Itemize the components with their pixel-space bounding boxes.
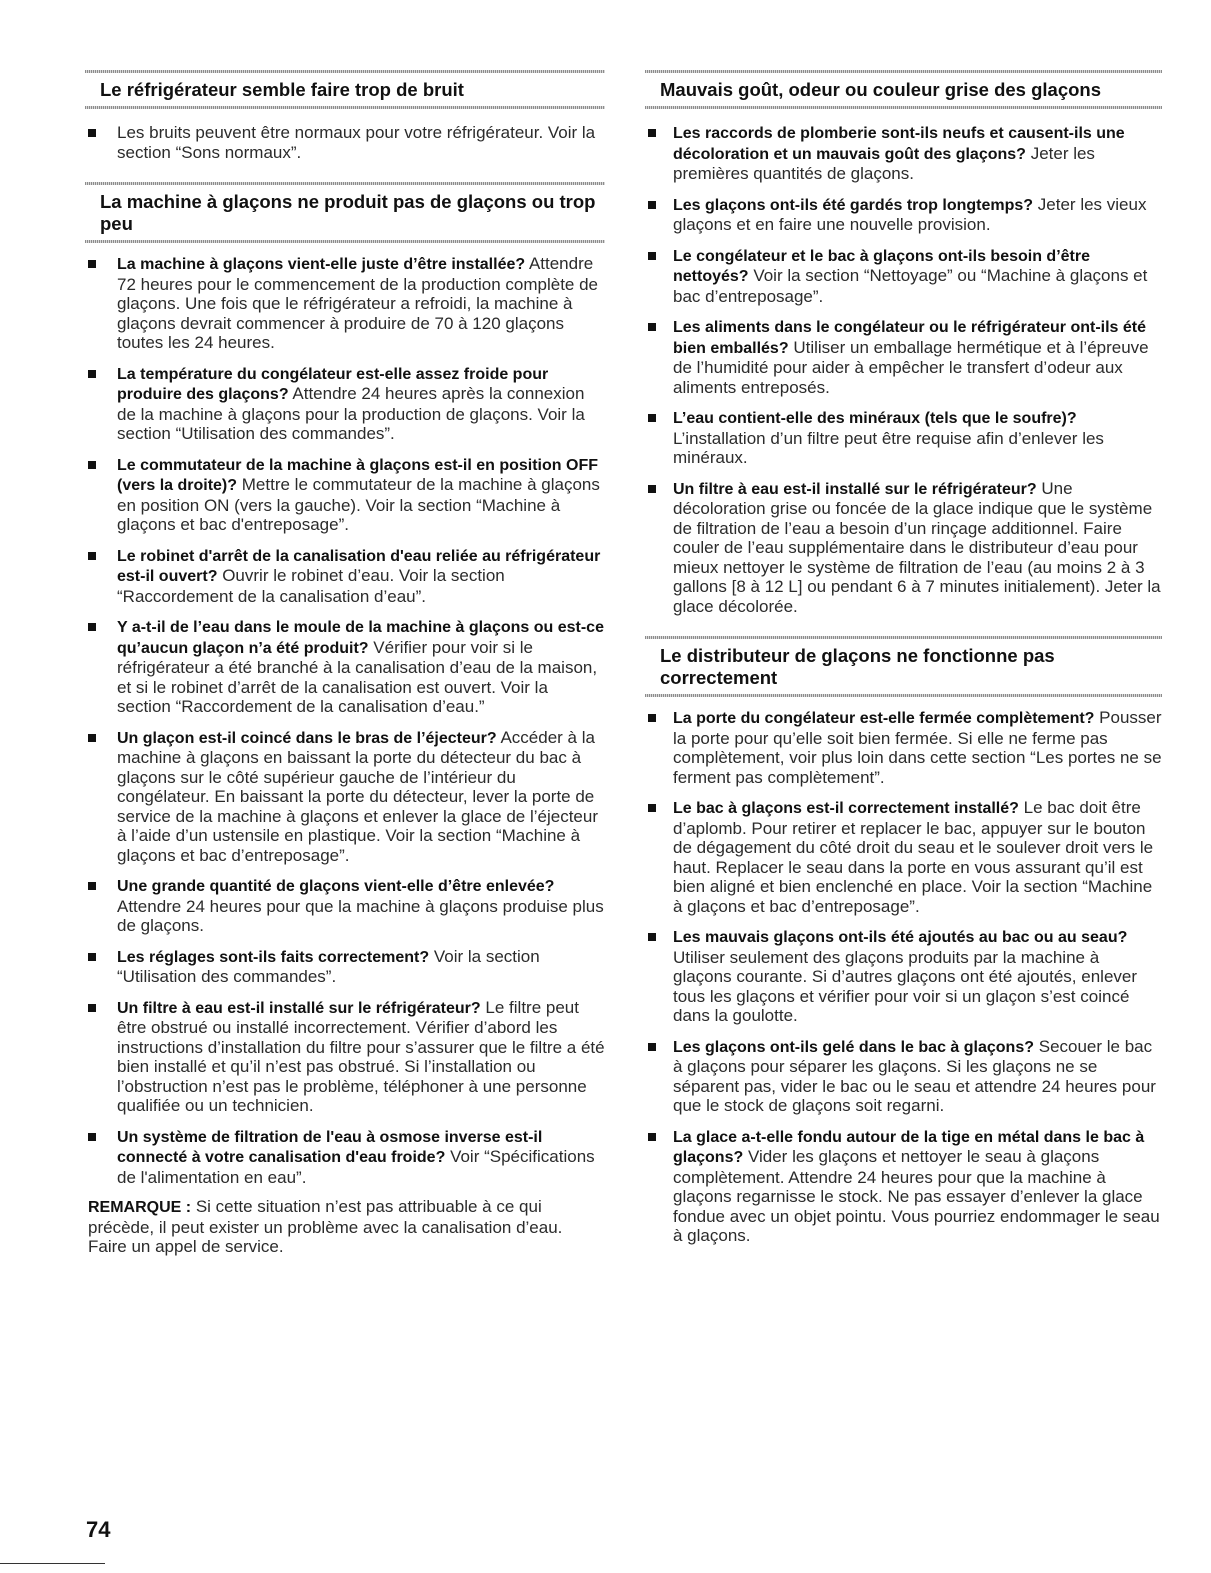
item-answer: L’installation d’un filtre peut être requise afin d’enlever les minéraux.: [673, 428, 1104, 467]
item-question: Les glaçons ont-ils été gardés trop longtemps?: [673, 196, 1034, 214]
list-item: [673, 408, 1162, 468]
bullet-icon: [88, 953, 96, 961]
bullet-icon: [88, 552, 96, 560]
list-item: [117, 123, 605, 162]
bullet-icon: [648, 252, 656, 260]
item-question: Un système de filtration de l'eau à osmose inverse est-il connecté à votre canalisation d'eau froide?: [117, 1128, 543, 1166]
item-answer: Attendre 24 heures pour que la machine à glaçons produise plus de glaçons.: [117, 896, 604, 935]
section-rule: [645, 106, 1162, 109]
section-rule: [645, 694, 1162, 697]
bullet-icon: [88, 461, 96, 469]
section-title-ice-maker: La machine à glaçons ne produit pas de glaçons ou trop peu: [100, 191, 596, 234]
item-answer: Le filtre peut être obstrué ou installé incorrectement. Vérifier d’abord les instructions d’installation du filtre pour s’assurer que le filtre a été bien installé et qu’il n’est pas obstrué. Si l’installation ou l’obstruction n’est pas le problème, téléphoner à une personne qualifiée ou un technicien.: [117, 997, 605, 1115]
list-item: [673, 479, 1162, 617]
item-answer: Attendre 72 heures pour le commencement de la production complète de glaçons. Une fois que le réfrigérateur a refroidi, la machine à glaçons devrait commencer à produire de 70 à 120 glaçons toutes les 24 heures.: [117, 254, 599, 352]
item-question: Le congélateur et le bac à glaçons ont-ils besoin d’être nettoyés?: [673, 247, 1090, 285]
footer-rule: [0, 1563, 105, 1564]
item-answer: Accéder à la machine à glaçons en baissant la porte du détecteur du bac à glaçons sur le côté supérieur gauche de l’intérieur du congélateur. En baissant la porte du détecteur, lever la porte de service de la machine à glaçons et enlever la glace de l’éjecteur à l’aide d’un ustensile en plastique. Voir la section “Machine à glaçons et bac d’entreposage”.: [117, 727, 598, 865]
item-answer: Utiliser seulement des glaçons produits par la machine à glaçons courante. Si d’autres glaçons ont été ajoutés, enlever tous les glaçons et vérifier pour voir si un glaçon s’est coincé dans la goulotte.: [673, 947, 1138, 1025]
item-answer: Le bac doit être d’aplomb. Pour retirer et replacer le bac, appuyer sur le bouton de dégagement du côté droit du seau et le soulever droit vers le haut. Replacer le seau dans la porte en vous assurant qu’il est bien aligné et bien enclenché en place. Voir la section “Machine à glaçons et bac d’entreposage”.: [673, 798, 1154, 916]
item-question: Une grande quantité de glaçons vient-elle d’être enlevée?: [117, 878, 555, 895]
item-answer: Jeter les vieux glaçons et en faire une nouvelle provision.: [673, 194, 1147, 234]
item-answer: Voir “Spécifications de l'alimentation en eau”.: [117, 1147, 595, 1187]
remark-label: REMARQUE :: [88, 1199, 192, 1216]
item-question: Les mauvais glaçons ont-ils été ajoutés au bac ou au seau?: [673, 929, 1128, 946]
item-question: Les raccords de plomberie sont-ils neufs et causent-ils une décoloration et un mauvais goût des glaçons?: [673, 125, 1125, 163]
bullet-icon: [648, 485, 656, 493]
list-item: [673, 123, 1162, 184]
list-item: [117, 1127, 605, 1188]
item-question: Un glaçon est-il coincé dans le bras de l’éjecteur?: [117, 729, 497, 747]
bullet-icon: [648, 1043, 656, 1051]
bullet-icon: [648, 1133, 656, 1141]
list-item: [117, 998, 605, 1116]
item-question: Le bac à glaçons est-il correctement installé?: [673, 800, 1019, 817]
item-question: Un filtre à eau est-il installé sur le réfrigérateur?: [673, 480, 1037, 498]
bullet-icon: [648, 323, 656, 331]
section-title-dispenser: Le distributeur de glaçons ne fonctionne pas correctement: [660, 645, 1055, 688]
item-question: Le robinet d'arrêt de la canalisation d'eau reliée au réfrigérateur est-il ouvert?: [117, 547, 601, 585]
section-title-taste-odor: Mauvais goût, odeur ou couleur grise des glaçons: [660, 79, 1102, 100]
remark-note: [85, 1197, 605, 1257]
bullet-icon: [88, 1133, 96, 1141]
list-item: [117, 617, 605, 717]
list-item: [673, 1037, 1162, 1116]
bullet-icon: [648, 714, 656, 722]
list-item: [117, 546, 605, 607]
item-question: Y a-t-il de l’eau dans le moule de la machine à glaçons ou est-ce qu’aucun glaçon n’a été produit?: [117, 619, 604, 657]
item-answer: Les bruits peuvent être normaux pour votre réfrigérateur. Voir la section “Sons normaux”.: [117, 123, 596, 162]
item-question: Les aliments dans le congélateur ou le réfrigérateur ont-ils été bien emballés?: [673, 319, 1147, 357]
item-question: La machine à glaçons vient-elle juste d’être installée?: [117, 256, 526, 273]
page-number: 74: [86, 1517, 111, 1542]
item-answer: Utiliser un emballage hermétique et à l’épreuve de l’humidité pour aider à empêcher le transfert d’odeur aux aliments entreposés.: [673, 337, 1149, 397]
bullet-icon: [88, 1004, 96, 1012]
list-item: [117, 728, 605, 866]
list-item: [117, 876, 605, 936]
list-item: [117, 455, 605, 535]
bullet-icon: [648, 414, 656, 422]
list-item: [117, 364, 605, 444]
bullet-icon: [88, 129, 96, 137]
bullet-icon: [648, 129, 656, 137]
bullet-icon: [88, 370, 96, 378]
bullet-icon: [88, 882, 96, 890]
item-answer: Voir la section “Nettoyage” ou “Machine à glaçons et bac d’entreposage”.: [673, 266, 1148, 306]
bullet-icon: [88, 623, 96, 631]
list-item: [673, 317, 1162, 397]
item-answer: Jeter les premières quantités de glaçons.: [673, 143, 1095, 183]
section-title-noise: Le réfrigérateur semble faire trop de bruit: [100, 79, 464, 100]
bullet-icon: [648, 201, 656, 209]
bullet-icon: [648, 804, 656, 812]
list-item: [117, 947, 605, 987]
right-column: [645, 70, 1162, 1246]
item-question: Le commutateur de la machine à glaçons est-il en position OFF (vers la droite)?: [117, 456, 598, 494]
dispenser-list: [645, 708, 1162, 1246]
item-answer: Mettre le commutateur de la machine à glaçons en position ON (vers la gauche). Voir la section “Machine à glaçons et bac d'entreposage”.: [117, 475, 600, 534]
item-answer: Vider les glaçons et nettoyer le seau à glaçons complètement. Attendre 24 heures pour que la machine à glaçons regarnisse le stock. Ne pas essayer d’enlever la glace fondue avec un objet pointu. Vous pourriez endommager le seau à glaçons.: [673, 1147, 1160, 1245]
item-answer: Attendre 24 heures après la connexion de la machine à glaçons pour la production de glaçons. Voir la section “Utilisation des commandes”.: [117, 384, 585, 443]
item-question: Les glaçons ont-ils gelé dans le bac à glaçons?: [673, 1038, 1034, 1056]
item-answer: Pousser la porte pour qu’elle soit bien fermée. Si elle ne ferme pas complètement, voir plus loin dans cette section “Les portes ne se ferment pas complètement”.: [673, 708, 1162, 787]
section-rule: [85, 106, 605, 109]
list-item: [673, 798, 1162, 916]
item-answer: Ouvrir le robinet d’eau. Voir la section “Raccordement de la canalisation d’eau”.: [117, 566, 505, 606]
noise-list: [85, 123, 605, 162]
list-item: [673, 1127, 1162, 1246]
section-rule: [85, 240, 605, 243]
item-answer: Voir la section “Utilisation des commandes”.: [117, 946, 540, 986]
remark-text: Si cette situation n’est pas attribuable à ce qui précède, il peut exister un problème avec la canalisation d’eau. Faire un appel de service.: [88, 1197, 563, 1256]
list-item: [117, 254, 605, 353]
list-item: [673, 708, 1162, 787]
taste-odor-list: [645, 123, 1162, 616]
bullet-icon: [88, 260, 96, 268]
bullet-icon: [88, 734, 96, 742]
list-item: [673, 246, 1162, 307]
item-question: La porte du congélateur est-elle fermée complètement?: [673, 710, 1095, 727]
left-column: [85, 70, 605, 1274]
item-question: La glace a-t-elle fondu autour de la tige en métal dans le bac à glaçons?: [673, 1128, 1145, 1166]
item-question: Un filtre à eau est-il installé sur le réfrigérateur?: [117, 999, 481, 1017]
item-answer: Secouer le bac à glaçons pour séparer les glaçons. Si les glaçons ne se séparent pas, vider le bac ou le seau et attendre 24 heures pour que le stock de glaçons soit regarni.: [673, 1036, 1156, 1115]
item-answer: Vérifier pour voir si le réfrigérateur a été branché à la canalisation d’eau de la maison, et si le robinet d’arrêt de la canalisation est ouvert. Voir la section “Raccordement de la canalisation d’eau.”: [117, 637, 598, 716]
item-question: Les réglages sont-ils faits correctement?: [117, 948, 430, 966]
bullet-icon: [648, 933, 656, 941]
ice-maker-list: [85, 254, 605, 1187]
list-item: [673, 927, 1162, 1026]
item-question: L’eau contient-elle des minéraux (tels que le soufre)?: [673, 410, 1077, 427]
item-answer: Une décoloration grise ou foncée de la glace indique que le système de filtration de l’eau a besoin d’un rinçage additionnel. Faire couler de l’eau supplémentaire dans le distributeur d’eau pour mieux nettoyer le système de filtration de l’eau (au moins 2 à 3 gallons [8 à 12 L] ou pendant 6 à 7 minutes initialement). Jeter la glace décolorée.: [673, 478, 1161, 616]
item-question: La température du congélateur est-elle assez froide pour produire des glaçons?: [117, 365, 549, 403]
list-item: [673, 195, 1162, 235]
